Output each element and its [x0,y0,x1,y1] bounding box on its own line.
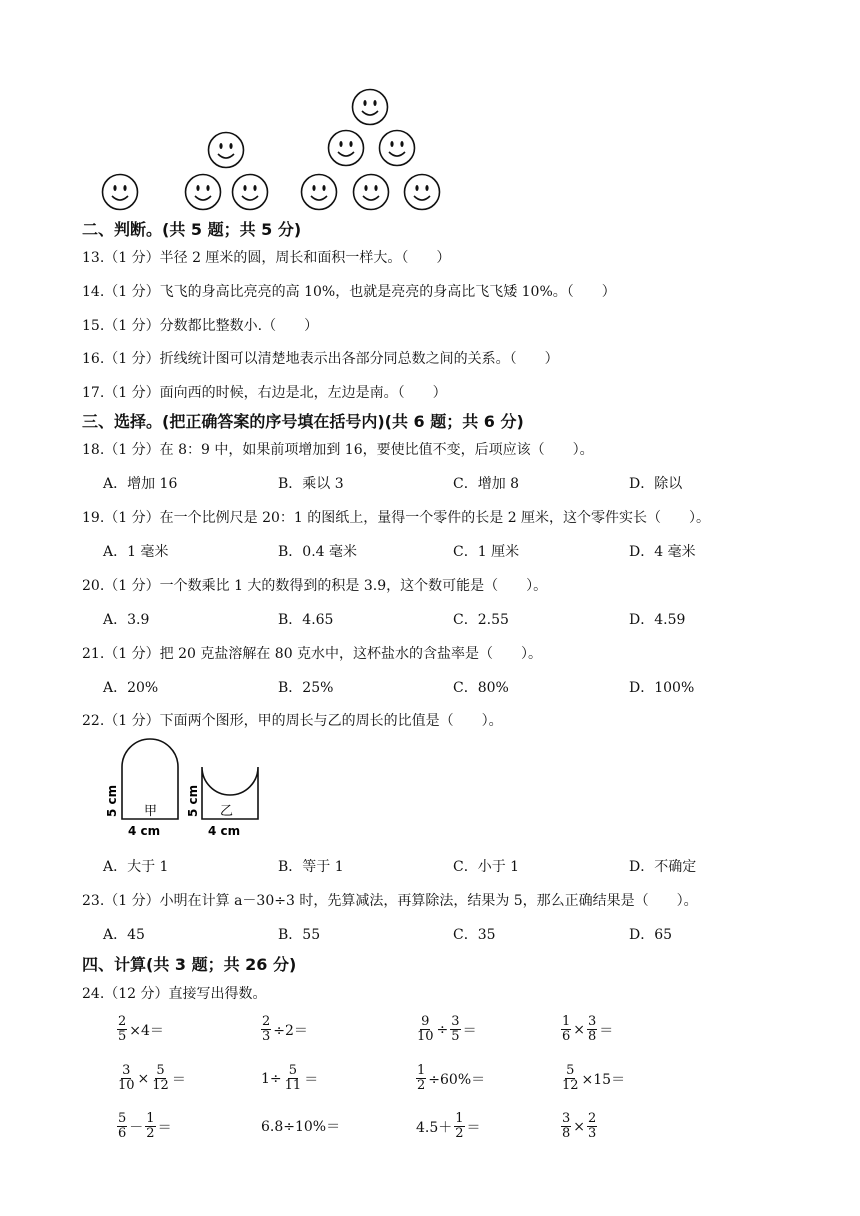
calc-item: $\frac{1}{2}$ ÷60%＝ [417,1063,486,1093]
question-23: 23.（1 分）小明在计算 a－30÷3 时，先算减法，再算除法，结果为 5，那么正确结果是（ ）。 [82,893,698,909]
option-c: C．80% [453,680,509,696]
question-17: 17.（1 分）面向西的时候，右边是北，左边是南。（ ） [82,385,447,401]
option-d: D．除以 [629,476,683,492]
option-d: D．4 毫米 [629,544,696,560]
option-c: C．2.55 [453,612,509,628]
question-20: 20.（1 分）一个数乘比 1 大的数得到的积是 3.9，这个数可能是（ ）。 [82,578,548,594]
option-b: B．0.4 毫米 [278,544,358,560]
option-d: D．不确定 [629,859,697,875]
calc-item: $\frac{9}{10}$ ÷ $\frac{3}{5}$ ＝ [417,1014,477,1044]
option-b: B．等于 1 [278,859,344,875]
question-24: 24.（12 分）直接写出得数。 [82,986,267,1002]
question-18: 18.（1 分）在 8：9 中，如果前项增加到 16，要使比值不变，后项应该（ ）。 [82,442,594,458]
question-13: 13.（1 分）半径 2 厘米的圆，周长和面积一样大。（ ） [82,250,451,266]
option-a: A．3.9 [103,612,150,628]
calc-item: $\frac{5}{6}$ － $\frac{1}{2}$ ＝ [118,1111,172,1141]
smiley-faces-illustration [95,85,455,215]
question-16: 16.（1 分）折线统计图可以清楚地表示出各部分同总数之间的关系。（ ） [82,351,559,367]
smiley-face-icon [405,175,440,210]
smiley-face-icon [380,131,415,166]
calc-item: 4.5＋ $\frac{1}{2}$ ＝ [416,1111,481,1141]
option-a: A．45 [103,927,145,943]
calc-item: 1÷ $\frac{5}{11}$ ＝ [261,1063,319,1093]
smiley-face-icon [103,175,138,210]
smiley-face-icon [186,175,221,210]
option-b: B．4.65 [278,612,334,628]
question-15: 15.（1 分）分数都比整数小.（ ） [82,318,319,334]
question-19: 19.（1 分）在一个比例尺是 20：1 的图纸上，量得一个零件的长是 2 厘米，这个零件实长（ ）。 [82,510,711,526]
smiley-face-icon [354,175,389,210]
option-d: D．4.59 [629,612,686,628]
option-c: C．1 厘米 [453,544,520,560]
calc-item: $\frac{2}{3}$ ÷2＝ [262,1014,308,1044]
calc-item: $\frac{3}{8}$ × $\frac{2}{3}$ [562,1111,597,1141]
shape-jia-side-label: 5 cm [105,784,119,817]
option-c: C．增加 8 [453,476,520,492]
shape-jia-label: 甲 [144,804,158,819]
section-heading-choice: 三、选择。(把正确答案的序号填在括号内)(共 6 题；共 6 分) [82,412,524,431]
option-b: B．25% [278,680,334,696]
smiley-face-icon [329,131,364,166]
section-heading-judge: 二、判断。(共 5 题；共 5 分) [82,220,302,239]
question-21: 21.（1 分）把 20 克盐溶解在 80 克水中，这杯盐水的含盐率是（ ）。 [82,646,543,662]
option-a: A．增加 16 [103,476,178,492]
shape-yi-side-label: 5 cm [186,784,200,817]
smiley-face-icon [209,133,244,168]
calc-item: 6.8÷10%＝ [261,1119,341,1135]
calc-item: $\frac{5}{12}$ ×15＝ [562,1063,626,1093]
question-22: 22.（1 分）下面两个图形，甲的周长与乙的周长的比值是（ ）。 [82,713,503,729]
option-a: A．20% [103,680,159,696]
smiley-face-icon [302,175,337,210]
option-c: C．35 [453,927,496,943]
option-d: D．65 [629,927,673,943]
calc-item: $\frac{1}{6}$ × $\frac{3}{8}$ ＝ [562,1014,614,1044]
shapes-figure-jia-yi [100,735,270,843]
option-d: D．100% [629,680,695,696]
section-heading-calc: 四、计算(共 3 题；共 26 分) [82,955,297,974]
question-14: 14.（1 分）飞飞的身高比亮亮的高 10%，也就是亮亮的身高比飞飞矮 10%。（ ） [82,284,616,300]
option-c: C．小于 1 [453,859,520,875]
calc-item: $\frac{2}{5}$ ×4＝ [118,1014,164,1044]
smiley-face-icon [353,90,388,125]
shape-yi-base-label: 4 cm [208,824,241,838]
option-b: B．乘以 3 [278,476,344,492]
shape-yi-label: 乙 [220,804,234,819]
option-a: A．1 毫米 [103,544,169,560]
calc-item: $\frac{3}{10}$ × $\frac{5}{12}$ ＝ [118,1063,186,1093]
smiley-face-icon [233,175,268,210]
option-a: A．大于 1 [103,859,169,875]
shape-jia-base-label: 4 cm [128,824,161,838]
option-b: B．55 [278,927,321,943]
